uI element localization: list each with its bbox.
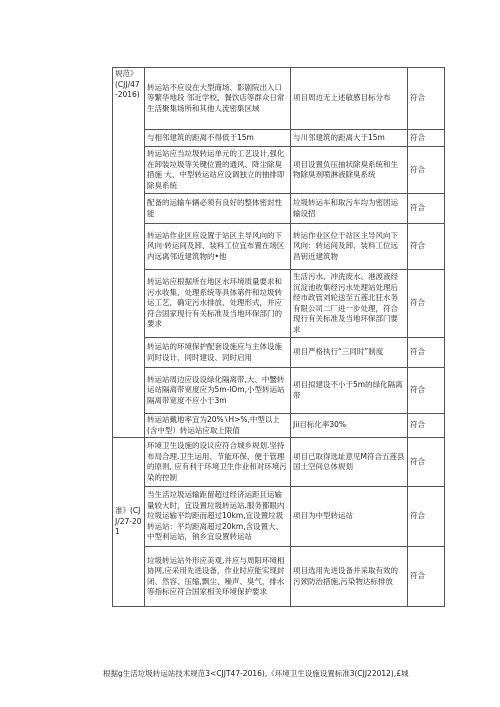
result-cell: 符合 (408, 487, 445, 547)
footer-note: 根据g生活垃圾转运站技术规范3<CJJT47-2016),《环境卫生设施设置标准3(CJJ22012),£城 (103, 669, 409, 678)
requirement-cell: 配备的运输车辆必须有良好的整体密封性能 (145, 194, 291, 224)
requirement-cell: 转运站不应设在大型商场、影剧院出入口等繁华地段 邻近学校、餐饮店等群众日常生活聚集场所和其他人流密集区域 (145, 68, 291, 130)
requirement-cell: 转运站应根据所在地区水环境质量要求和污水收集、处理系统等具体第件和垃圾转运工艺，确定污水排放、处理形式，并应符合国家现行有关标准及当地环保部门的要求 (145, 270, 291, 338)
result-cell: 符合 (408, 194, 445, 224)
result-cell: 符合 (408, 130, 445, 147)
standard-cell: 准》(CJJ/27-201 (113, 438, 145, 607)
result-cell: 符合 (408, 338, 445, 368)
requirement-cell: 与相邻建筑的距离不得低于15m (145, 130, 291, 147)
status-cell: 项目周边无上述敏感目标分布 (291, 68, 408, 130)
table-row (113, 487, 445, 547)
result-cell: 符合 (408, 547, 445, 607)
requirement-cell: 转运站的环境保护配套设施应与主体设施同时设计、同时建设、同时启用 (145, 338, 291, 368)
result-cell: 符合 (408, 368, 445, 414)
compliance-table (112, 67, 445, 607)
requirement-cell: 转运站应当垃圾转运单元的工艺设计,强化在卸装垃圾等关键位置的通风、降尘除臭措施 大、中型转运站应设调独立的抽排即除臭系统 (145, 147, 291, 194)
table-row (113, 270, 445, 338)
requirement-cell: 当生活垃圾运输距留超过经济运距且运输量较大时，宜设置垃圾转运站.服务都眼内垃圾运输平均距而超过10km,宜设置垃圾转运站：平均距离超过20km,含设置大、中型利运站，钠乡宜设置转运站 (145, 487, 291, 547)
requirement-cell: 环境卫生设施的设议应符合城乡规划.坚持布局合理.卫生运用、节能环保、便于管理的原则, 应有利于环境卫生作业和对环境污染的控制 (145, 438, 291, 487)
result-cell: 符合 (408, 68, 445, 130)
table-row (113, 224, 445, 270)
table-row (113, 438, 445, 487)
table-row (113, 68, 445, 130)
status-cell: 项目严格执行“三同时”制度 (291, 338, 408, 368)
status-cell: 生活污水、冲洗废水、港渡液经沉淀池收集经污水处理站处理后经市政管刘轮送至五莲北狂水务有限公司二厂进一步处理，符合现行有关标准及当地环保部门要求 (291, 270, 408, 338)
status-cell: Jii目标化率30% (291, 414, 408, 438)
requirement-cell: 垃圾转运站外形应美观,并应与周阳环境相协网,应采用先进设备，作业时应能实现封闭、然容、压缩,飘尘、噪声、臭气，排水等指标应符合国家相关环境保护要求 (145, 547, 291, 607)
standard-cell: 规范》(CJJ/47-2016) (113, 68, 145, 438)
result-cell: 符合 (408, 270, 445, 338)
status-cell: 项目拟建设不小于5m的绿化隔离带 (291, 368, 408, 414)
result-cell: 符合 (408, 224, 445, 270)
table-row (113, 547, 445, 607)
status-cell: 垃圾转运车和取污车均为密团运输设招 (291, 194, 408, 224)
status-cell: 项目已取得选址意见M符合五莲县国土空间总体规划 (291, 438, 408, 487)
table-row (113, 130, 445, 147)
requirement-cell: 转运站周边应设设绿化隔离带,大、中蟹转运站隔离带宽度应为5m-lOm,小型转运站隔离带宽度不应小于3m (145, 368, 291, 414)
table-row (113, 147, 445, 194)
requirement-cell: 转运站戴地率宜为20%∖H>%,中型以上(含中型）转运站应取上限值 (145, 414, 291, 438)
result-cell: 符合 (408, 147, 445, 194)
status-cell: 项目设置负压抽状除臭系统和生物除臭剂喷淋液除臭系统 (291, 147, 408, 194)
requirement-cell: 转运站作业区应设置于站区主导风向的下风向·转运间及卸、装料工位宜布置在场区内远离邻近建筑物的•他 (145, 224, 291, 270)
status-cell: 项目为中型转运站 (291, 487, 408, 547)
status-cell: 与川邻建筑的距离大于15m (291, 130, 408, 147)
table-row (113, 368, 445, 414)
table-row (113, 194, 445, 224)
status-cell: 转运作业区位于站区主导风向下风向：转运间及卸、装料工位远昌钥近建筑物 (291, 224, 408, 270)
result-cell: 符合 (408, 414, 445, 438)
status-cell: 项目选用先进设备并采取有效的污颈防治措施,污染物达标排放 (291, 547, 408, 607)
result-cell: 符合 (408, 438, 445, 487)
table-row (113, 414, 445, 438)
table-row (113, 338, 445, 368)
